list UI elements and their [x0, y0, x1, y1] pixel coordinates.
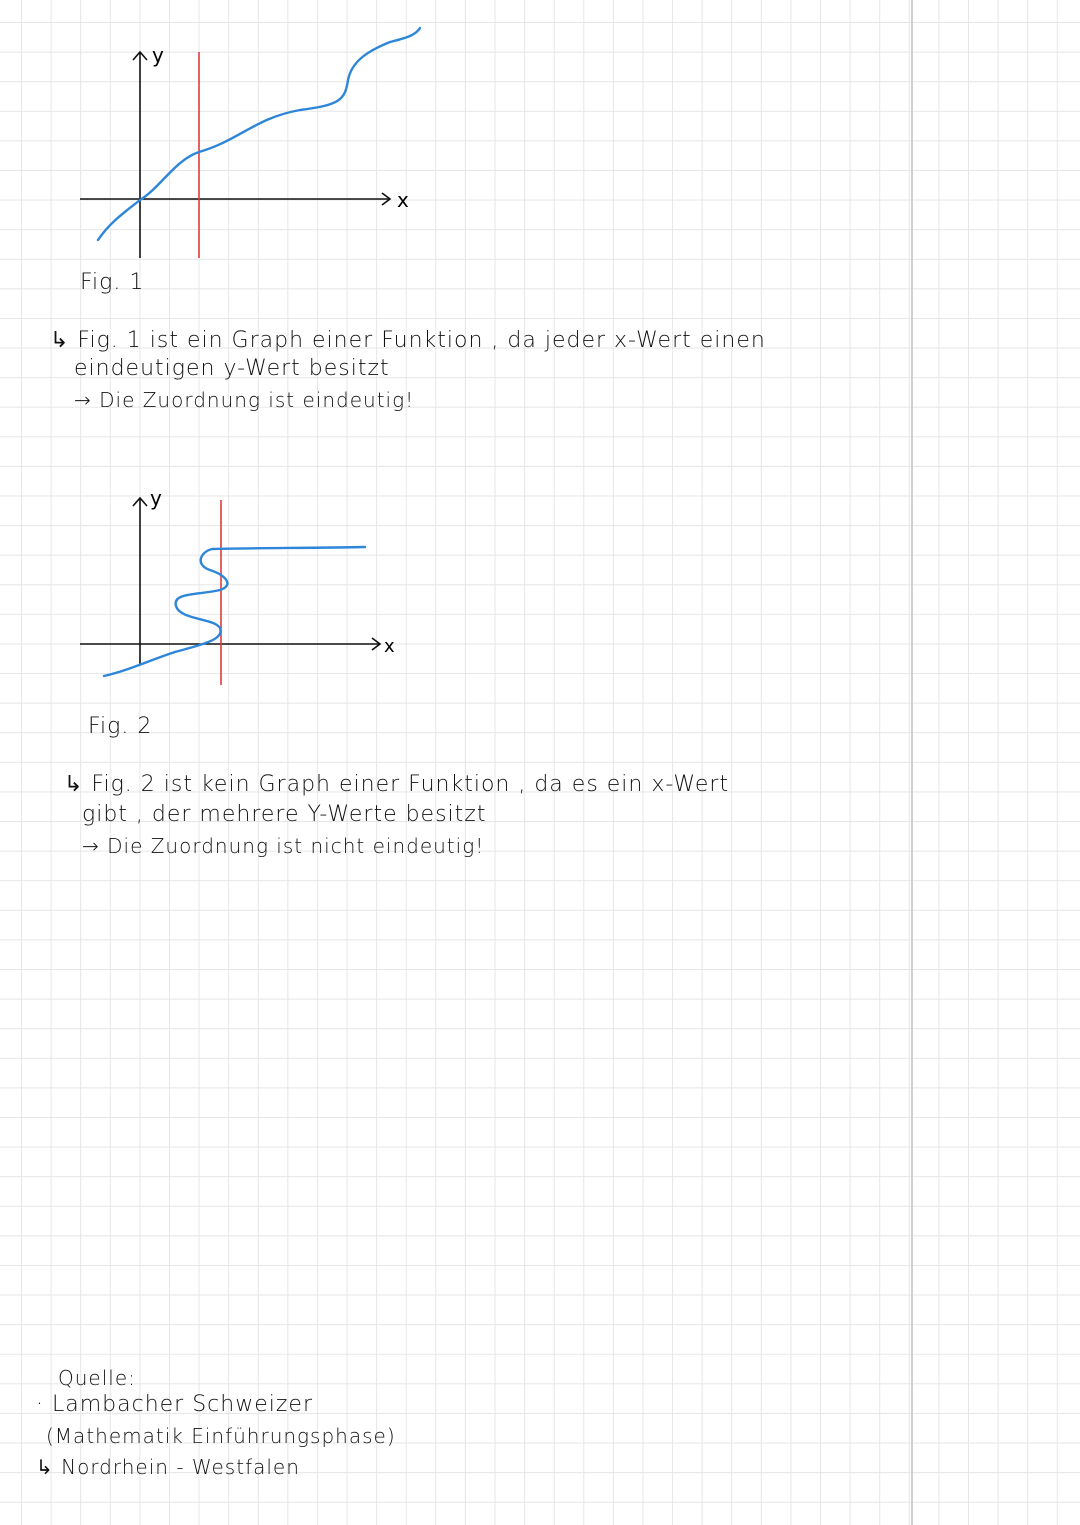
text2-line3: → Die Zuordnung ist nicht eindeutig!	[82, 834, 485, 858]
page-margin-line	[911, 0, 913, 1525]
figure-2	[0, 480, 420, 700]
y-axis-label: y	[150, 486, 162, 510]
source-heading: Quelle:	[58, 1366, 136, 1390]
x-axis-label: x	[397, 188, 409, 212]
figure-2-caption: Fig. 2	[88, 714, 153, 739]
source-line2: (Mathematik Einführungsphase)	[46, 1424, 396, 1448]
y-axis-label: y	[152, 43, 164, 67]
text1-line3: → Die Zuordnung ist eindeutig!	[74, 388, 415, 412]
x-axis-label: x	[384, 636, 395, 657]
text2-line1: ↳ Fig. 2 ist kein Graph einer Funktion , da es ein x-Wert	[64, 772, 730, 797]
figure-1	[0, 0, 460, 300]
text1-line2: eindeutigen y-Wert besitzt	[74, 356, 390, 381]
text1-line1: ↳ Fig. 1 ist ein Graph einer Funktion , da jeder x-Wert einen	[50, 328, 766, 353]
figure-1-caption: Fig. 1	[80, 270, 145, 295]
source-line3: ↳ Nordrhein - Westfalen	[36, 1455, 300, 1479]
text2-line2: gibt , der mehrere Y-Werte besitzt	[82, 802, 487, 827]
source-line1: · Lambacher Schweizer	[36, 1392, 313, 1417]
relation-curve	[104, 547, 365, 676]
